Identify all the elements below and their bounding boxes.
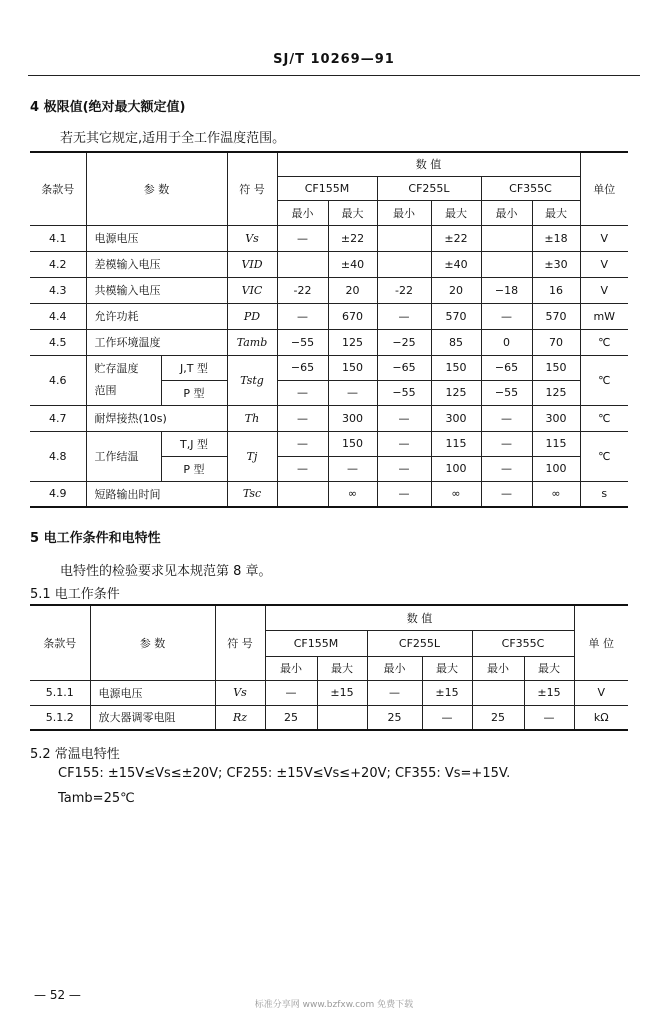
value-cell: 70 [532,329,580,355]
row-unit: ℃ [580,405,628,431]
table-row [30,251,628,277]
value-cell: — [481,405,532,431]
value-cell: 300 [532,405,580,431]
value-cell [481,225,532,251]
row-symbol: Vs [215,680,265,705]
row-symbol: Tamb [227,329,277,355]
value-cell: ±40 [431,251,481,277]
row-symbol: Tj [227,431,277,481]
value-cell: — [277,431,328,456]
value-cell [277,251,328,277]
value-cell [277,481,328,507]
row-param: 差模输入电压 [86,251,227,277]
page-number: — 52 — [34,988,81,1002]
value-cell: ±15 [524,680,574,705]
model-header: CF155M [265,630,367,656]
value-cell: -22 [377,277,431,303]
value-cell: 16 [532,277,580,303]
value-cell: −65 [277,355,328,380]
col-value-header: 数 值 [277,152,580,176]
row-number: 4.5 [30,329,86,355]
row-unit: ℃ [580,355,628,405]
row-symbol: Tstg [227,355,277,405]
value-cell: 125 [431,380,481,405]
value-cell: — [524,705,574,730]
value-cell: 150 [532,355,580,380]
row-number: 4.1 [30,225,86,251]
value-cell: — [377,481,431,507]
value-cell: — [277,225,328,251]
row-param: 放大器调零电阻 [90,705,215,730]
row-symbol: VID [227,251,277,277]
value-cell: — [265,680,317,705]
header-rule [28,75,640,76]
value-cell: 300 [431,405,481,431]
max-header: 最大 [422,656,472,680]
value-cell: — [277,380,328,405]
value-cell: — [377,303,431,329]
value-cell: — [277,303,328,329]
row-param: 短路输出时间 [86,481,227,507]
value-cell [377,251,431,277]
max-header: 最大 [532,200,580,225]
col-item-header: 条款号 [30,605,90,680]
row-param: 电源电压 [90,680,215,705]
value-cell: 150 [328,431,377,456]
table-row [30,329,628,355]
value-cell: −55 [277,329,328,355]
row-param: 允许功耗 [86,303,227,329]
value-cell [472,680,524,705]
row-number: 4.2 [30,251,86,277]
value-cell: 150 [431,355,481,380]
min-header: 最小 [367,656,422,680]
col-symbol-header: 符 号 [215,605,265,680]
table-row [30,225,628,251]
row-unit: V [580,277,628,303]
row-unit: s [580,481,628,507]
value-cell: — [481,481,532,507]
min-header: 最小 [277,200,328,225]
table-row [30,277,628,303]
value-cell: 0 [481,329,532,355]
row-unit: V [580,225,628,251]
row-param [86,355,161,405]
value-cell: 25 [472,705,524,730]
model-header: CF355C [472,630,574,656]
working-conditions-table [30,604,628,731]
max-header: 最大 [317,656,367,680]
value-cell: −65 [481,355,532,380]
standard-code: SJ/T 10269—91 [273,52,395,67]
value-cell: −25 [377,329,431,355]
row-unit: kΩ [574,705,628,730]
col-param-header: 参 数 [90,605,215,680]
value-cell: ±22 [328,225,377,251]
col-value-header: 数 值 [265,605,574,630]
value-cell: 125 [328,329,377,355]
value-cell [317,705,367,730]
value-cell: ±40 [328,251,377,277]
value-cell: 100 [431,456,481,481]
min-header: 最小 [472,656,524,680]
row-symbol: Tsc [227,481,277,507]
value-cell: 150 [328,355,377,380]
col-item-header: 条款号 [30,152,86,225]
value-cell: 85 [431,329,481,355]
value-cell: — [328,456,377,481]
value-cell: ±30 [532,251,580,277]
value-cell: — [367,680,422,705]
value-cell: — [328,380,377,405]
table-row [30,680,628,705]
ambient-temp-line: Tamb=25℃ [58,791,135,806]
row-symbol: Rz [215,705,265,730]
row-unit: ℃ [580,329,628,355]
value-cell: 20 [431,277,481,303]
row-number: 4.7 [30,405,86,431]
table-row [30,405,628,431]
row-param-line: 贮存温度 [94,362,139,375]
min-header: 最小 [481,200,532,225]
value-cell: 125 [532,380,580,405]
sub-type: T,J 型 [161,431,227,456]
row-symbol: Vs [227,225,277,251]
table-row [30,431,628,456]
row-param: 电源电压 [86,225,227,251]
table-row [30,705,628,730]
row-number: 4.3 [30,277,86,303]
table-row [30,303,628,329]
section-4-intro: 若无其它规定,适用于全工作温度范围。 [60,131,286,146]
row-param: 工作结温 [86,431,161,481]
section-4-heading: 4 极限值(绝对最大额定值) [30,100,186,115]
value-cell: 115 [532,431,580,456]
value-cell: 570 [431,303,481,329]
row-param-line: 范围 [94,384,117,397]
value-cell [377,225,431,251]
value-cell: ±22 [431,225,481,251]
col-unit-header: 单位 [580,152,628,225]
value-cell: — [377,456,431,481]
section-5-heading: 5 电工作条件和电特性 [30,531,161,546]
min-header: 最小 [377,200,431,225]
row-param: 耐焊接热(10s) [86,405,227,431]
row-symbol: PD [227,303,277,329]
table-row [30,355,628,380]
value-cell: 115 [431,431,481,456]
row-number: 5.1.2 [30,705,90,730]
value-cell: 570 [532,303,580,329]
model-header: CF155M [277,176,377,200]
value-cell: — [481,431,532,456]
row-number: 4.4 [30,303,86,329]
row-number: 5.1.1 [30,680,90,705]
max-header: 最大 [328,200,377,225]
model-header: CF255L [367,630,472,656]
value-cell: 25 [265,705,317,730]
row-symbol: Th [227,405,277,431]
col-unit-header: 单 位 [574,605,628,680]
value-cell [481,251,532,277]
value-cell: 300 [328,405,377,431]
value-cell: 20 [328,277,377,303]
row-param: 工作环境温度 [86,329,227,355]
watermark: 标准分享网 www.bzfxw.com 免费下载 [254,1000,414,1010]
value-cell: −55 [377,380,431,405]
row-symbol: VIC [227,277,277,303]
row-number: 4.9 [30,481,86,507]
value-cell: — [277,456,328,481]
row-number: 4.8 [30,431,86,481]
value-cell: ∞ [431,481,481,507]
value-cell: — [422,705,472,730]
value-cell: −55 [481,380,532,405]
model-header: CF255L [377,176,481,200]
section-5-intro: 电特性的检验要求见本规范第 8 章。 [60,564,272,579]
row-unit: V [574,680,628,705]
row-number: 4.6 [30,355,86,405]
value-cell: 100 [532,456,580,481]
section-5-1-heading: 5.1 电工作条件 [30,587,120,602]
section-5-2-heading: 5.2 常温电特性 [30,747,120,762]
value-cell: ±15 [422,680,472,705]
max-header: 最大 [524,656,574,680]
value-cell: — [481,456,532,481]
value-cell: — [377,405,431,431]
value-cell: 670 [328,303,377,329]
value-cell: — [377,431,431,456]
sub-type: P 型 [161,456,227,481]
col-param-header: 参 数 [86,152,227,225]
sub-type: J,T 型 [161,355,227,380]
value-cell: ±15 [317,680,367,705]
sub-type: P 型 [161,380,227,405]
value-cell: −18 [481,277,532,303]
value-cell: ∞ [532,481,580,507]
row-unit: ℃ [580,431,628,481]
absolute-max-table [30,151,628,508]
value-cell: -22 [277,277,328,303]
min-header: 最小 [265,656,317,680]
row-param: 共模输入电压 [86,277,227,303]
col-symbol-header: 符 号 [227,152,277,225]
value-cell: ∞ [328,481,377,507]
value-cell: −65 [377,355,431,380]
table-row [30,481,628,507]
row-unit: mW [580,303,628,329]
max-header: 最大 [431,200,481,225]
value-cell: — [277,405,328,431]
row-unit: V [580,251,628,277]
model-header: CF355C [481,176,580,200]
value-cell: — [481,303,532,329]
value-cell: ±18 [532,225,580,251]
conditions-line: CF155: ±15V≤Vs≤±20V; CF255: ±15V≤Vs≤+20V; CF355: Vs=+15V. [58,766,511,781]
value-cell: 25 [367,705,422,730]
